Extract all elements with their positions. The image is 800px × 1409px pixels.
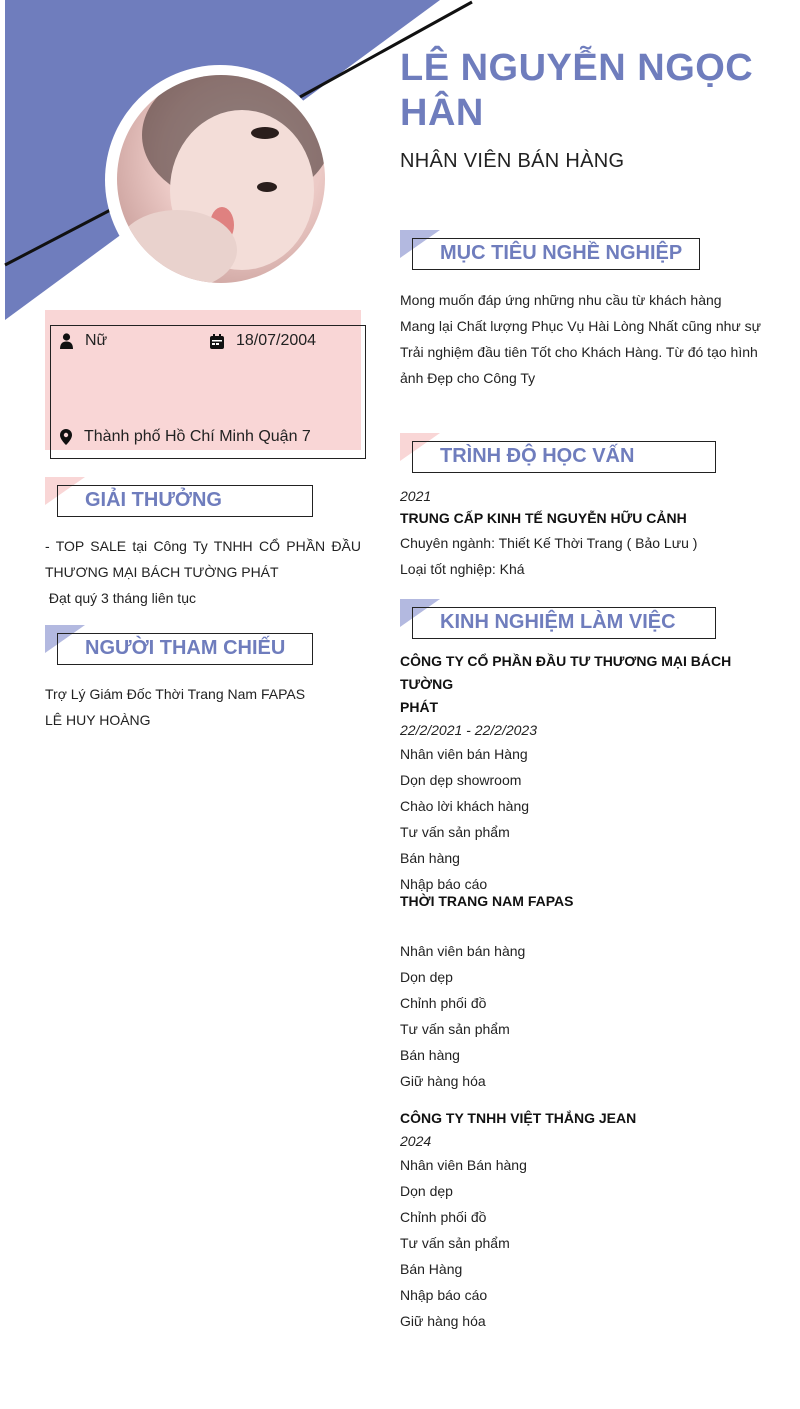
job-1-task: Chào lời khách hàng — [400, 798, 530, 814]
job-3-company: CÔNG TY TNHH VIỆT THẮNG JEAN — [400, 1110, 637, 1126]
award-line-1: - TOP SALE tại Công Ty TNHH CỔ PHẦN ĐẦU THƯƠNG MẠI BÁCH TƯỜNG PHÁT — [45, 538, 361, 580]
location-pin-icon — [60, 429, 72, 445]
objective-line-2: Mang lại Chất lượng Phục Vụ Hài Lòng Nhất cũng như sự — [400, 318, 762, 334]
job-2-task: Dọn dẹp — [400, 969, 453, 985]
objective-title: MỤC TIÊU NGHỀ NGHIỆP — [440, 242, 683, 264]
references-title: NGƯỜI THAM CHIẾU — [85, 637, 286, 659]
education-heading — [400, 433, 720, 469]
job-2-task: Giữ hàng hóa — [400, 1073, 486, 1089]
job-entry-3 — [400, 1107, 770, 1334]
job-2-company: THỜI TRANG NAM FAPAS — [400, 893, 574, 909]
gender-row — [60, 332, 107, 350]
job-3-task: Nhân viên Bán hàng — [400, 1157, 527, 1173]
avatar — [117, 75, 325, 283]
awards-heading — [45, 477, 315, 513]
objective-line-4: ảnh Đẹp cho Công Ty — [400, 370, 536, 386]
job-entry-2 — [400, 890, 770, 1094]
job-2-task: Nhân viên bán hàng — [400, 943, 526, 959]
education-school: TRUNG CẤP KINH TẾ NGUYỄN HỮU CẢNH — [400, 510, 687, 526]
job-3-task: Nhập báo cáo — [400, 1287, 488, 1303]
calendar-icon — [210, 334, 224, 349]
job-3-task: Chỉnh phối đồ — [400, 1209, 487, 1225]
objective-line-1: Mong muốn đáp ứng những nhu cầu từ khách hàng — [400, 292, 722, 308]
candidate-name: LÊ NGUYỄN NGỌC HÂN — [400, 47, 754, 134]
job-3-period: 2024 — [400, 1133, 432, 1149]
address-value: Thành phố Hồ Chí Minh Quận 7 — [84, 428, 311, 445]
education-title: TRÌNH ĐỘ HỌC VẤN — [440, 445, 635, 467]
job-2-task: Bán hàng — [400, 1047, 460, 1063]
education-year: 2021 — [400, 488, 432, 504]
birthdate-value: 18/07/2004 — [236, 332, 317, 349]
job-1-task: Nhập báo cáo — [400, 876, 488, 892]
experience-heading — [400, 599, 720, 635]
education-grade: Loại tốt nghiệp: Khá — [400, 561, 525, 577]
job-3-task: Tư vấn sản phẩm — [400, 1235, 510, 1251]
award-line-2: Đạt quý 3 tháng liên tục — [45, 590, 196, 606]
birthdate-row — [210, 332, 316, 350]
awards-text — [45, 533, 361, 611]
job-1-task: Dọn dẹp showroom — [400, 772, 522, 788]
references-text — [45, 681, 365, 733]
objective-text — [400, 287, 770, 391]
gender-value: Nữ — [85, 332, 108, 349]
job-2-task: Tư vấn sản phẩm — [400, 1021, 510, 1037]
reference-line-2: LÊ HUY HOÀNG — [45, 712, 151, 728]
objective-line-3: Trải nghiệm đầu tiên Tốt cho Khách Hàng. Từ đó tạo hình — [400, 344, 758, 360]
profile-photo — [105, 65, 335, 295]
job-3-task: Bán Hàng — [400, 1261, 463, 1277]
job-1-task: Bán hàng — [400, 850, 460, 866]
job-entry-1 — [400, 650, 770, 897]
job-1-company: CÔNG TY CỔ PHẦN ĐẦU TƯ THƯƠNG MẠI BÁCH TƯỜNG — [400, 653, 732, 692]
references-heading — [45, 625, 315, 661]
job-1-task: Nhân viên bán Hàng — [400, 746, 528, 762]
job-2-task: Chỉnh phối đồ — [400, 995, 487, 1011]
reference-line-1: Trợ Lý Giám Đốc Thời Trang Nam FAPAS — [45, 686, 306, 702]
job-1-task: Tư vấn sản phẩm — [400, 824, 510, 840]
job-3-task: Dọn dẹp — [400, 1183, 453, 1199]
awards-title: GIẢI THƯỞNG — [85, 489, 222, 511]
user-icon — [60, 333, 73, 349]
objective-heading — [400, 230, 700, 266]
job-1-period: 22/2/2021 - 22/2/2023 — [400, 722, 538, 738]
experience-title: KINH NGHIỆM LÀM VIỆC — [440, 611, 676, 633]
education-major: Chuyên ngành: Thiết Kế Thời Trang ( Bảo Lưu ) — [400, 535, 698, 551]
job-1-company-cont: PHÁT — [400, 699, 439, 715]
job-3-task: Giữ hàng hóa — [400, 1313, 486, 1329]
education-content — [400, 485, 770, 582]
job-title: NHÂN VIÊN BÁN HÀNG — [400, 150, 625, 172]
address-row — [60, 428, 311, 446]
